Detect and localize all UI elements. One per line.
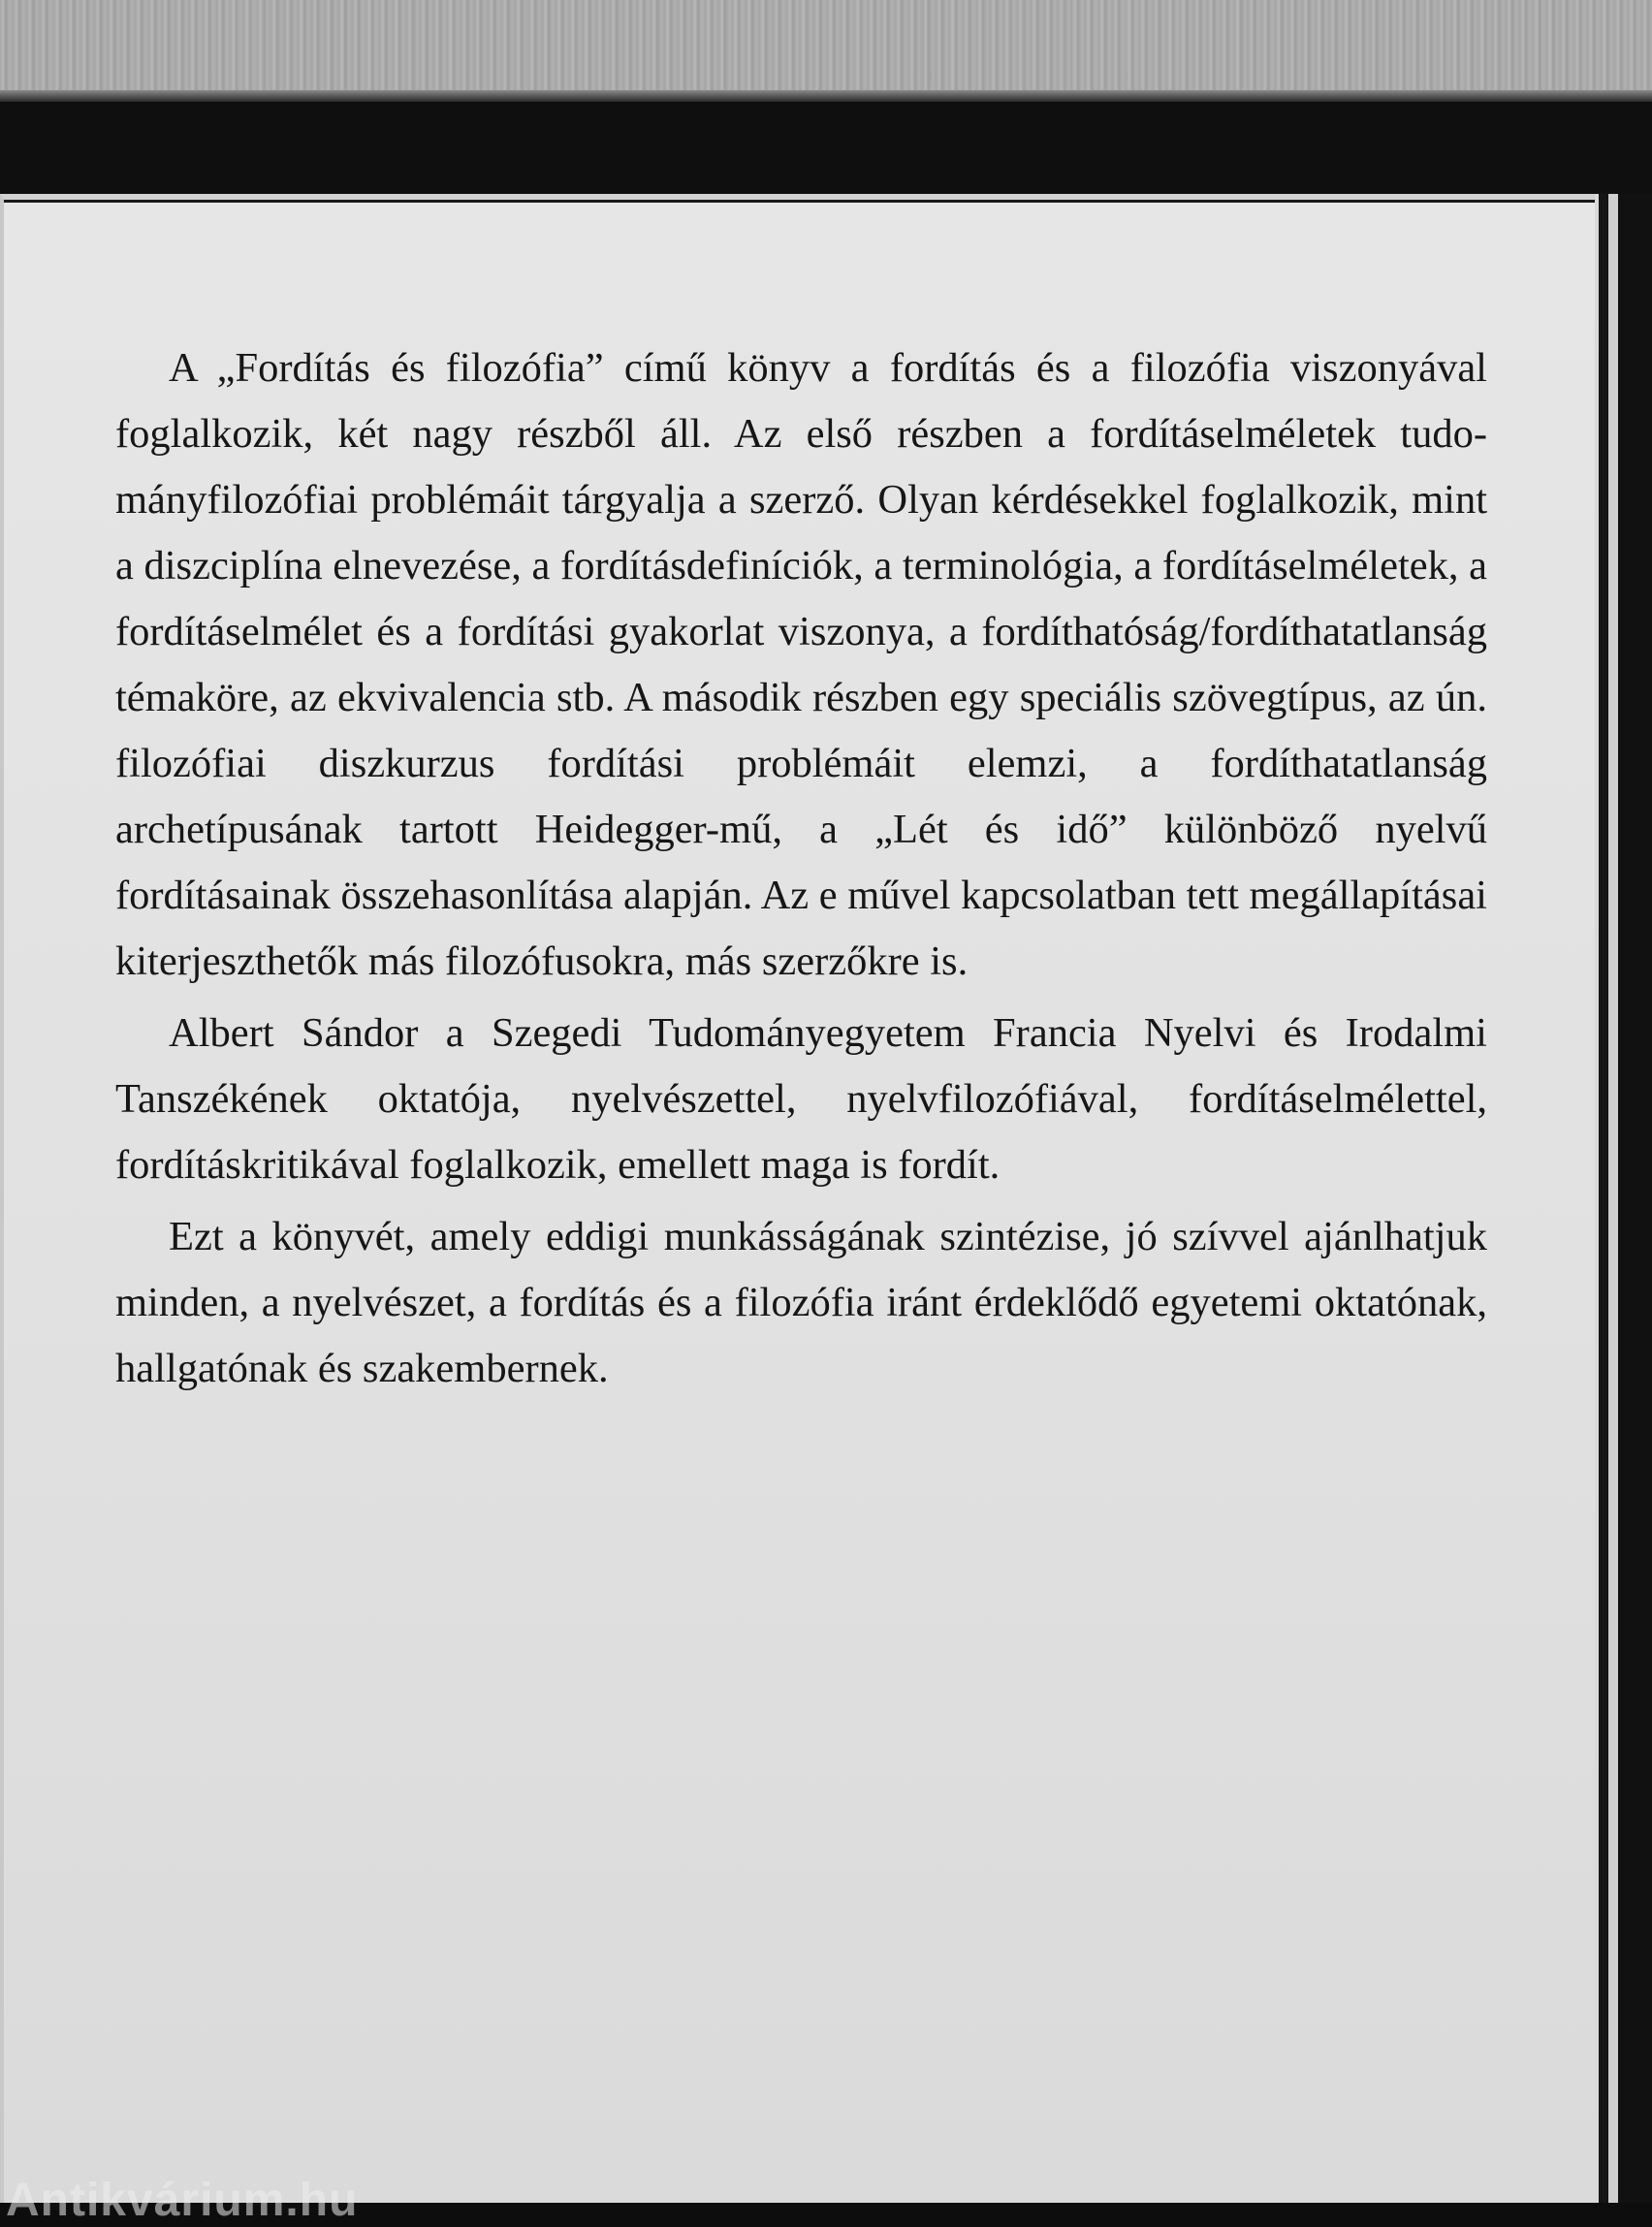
cover-right-edge <box>1595 194 1652 2203</box>
blurb-paragraph-summary: A „Fordítás és filozófia” című könyv a fordítás és a filozófia viszonyával foglalkozik, két nagy részből áll. Az első részben a fordításelméletek tudományfilozófiai problémáit tárgyalja a szerző. Olyan kérdésekkel foglalkozik, mint a diszciplína elnevezése, a fordításdefiníciók, a terminológia, a fordításelméletek, a fordításelmélet és a fordítási gyakorlat viszonya, a fordíthatóság/fordíthatatlanság témaköre, az ekvivalencia stb. A második részben egy speciális szövegtípus, az ún. filozófiai diszkurzus fordítási problémáit elemzi, a fordíthatatlanság archetípusának tartott Heidegger-mű, a „Lét és idő” különböző nyelvű fordításainak összehasonlítása alapján. Az e művel kapcsolatban tett megállapításai kiterjeszthetők más filozófusokra, más szerzőkre is. <box>115 345 1487 984</box>
watermark: Antikvárium.hu <box>6 2175 359 2226</box>
back-cover-page <box>0 194 1595 2203</box>
blurb-paragraph-recommendation: Ezt a könyvét, amely eddigi munkásságának szintézise, jó szívvel ajánlhatjuk minden, a nyelvészet, a fordítás és a filozófia iránt érdeklődő egyetemi oktatónak, hallgatónak és szakembernek. <box>115 1214 1487 1391</box>
blurb-text <box>115 335 1487 1408</box>
book-cover-edge <box>0 102 1652 194</box>
blurb-paragraph-author: Albert Sándor a Szegedi Tudományegyetem Francia Nyelvi és Irodalmi Tanszékének oktatója, nyelvészettel, nyelvfilozófiával, fordításelmélettel, fordításkritikával foglalkozik, emellett maga is fordít. <box>115 1010 1487 1188</box>
table-surface <box>0 0 1652 102</box>
